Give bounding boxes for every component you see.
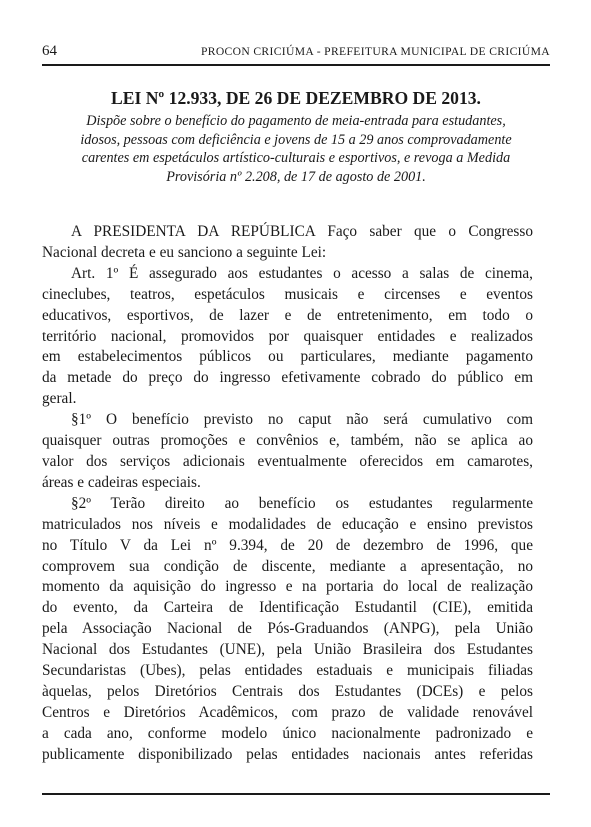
body-line: A PRESIDENTA DA REPÚBLICA Faço saber que o Congresso	[71, 223, 533, 240]
ementa-line: Provisória nº 2.208, de 17 de agosto de 2001.	[166, 169, 426, 186]
body-line: cineclubes, teatros, espetáculos musicais e circenses e eventos	[42, 285, 533, 303]
body-line: pela Associação Nacional de Pós-Graduandos (ANPG), pela União	[42, 620, 533, 638]
law-body	[42, 222, 533, 766]
body-line: matriculados nos níveis e modalidades de educação e ensino previstos	[42, 515, 533, 533]
body-line: do evento, da Carteira de Identificação Estudantil (CIE), emitida	[42, 599, 533, 617]
footer-rule	[42, 793, 550, 795]
body-line: momento da aquisição do ingresso e na portaria do local de realização	[42, 578, 533, 596]
body-line: Nacional dos Estudantes (UNE), pela União Brasileira dos Estudantes	[42, 641, 533, 659]
body-line: publicamente disponibilizado pelas entidades nacionais antes referidas	[42, 745, 533, 763]
body-line: àquelas, pelos Diretórios Centrais dos Estudantes (DCEs) e pelos	[42, 682, 533, 700]
body-line: §1º O benefício previsto no caput não será cumulativo com	[71, 411, 533, 429]
body-line: valor dos serviços adicionais eventualmente oferecidos em camarotes,	[42, 452, 533, 470]
body-line: a cada ano, conforme modelo único nacionalmente padronizado e	[42, 724, 533, 742]
body-line: geral.	[42, 390, 77, 408]
body-line: no Título V da Lei nº 9.394, de 20 de dezembro de 1996, que	[42, 536, 533, 554]
law-title: LEI Nº 12.933, DE 26 DE DEZEMBRO DE 2013.	[111, 88, 481, 108]
ementa-line: Dispõe sobre o benefício do pagamento de meia-entrada para estudantes,	[86, 113, 506, 129]
body-line: quaisquer outras promoções e convênios e, também, não se aplica ao	[42, 432, 533, 450]
ementa-line: carentes em espetáculos artístico-culturais e esportivos, e revoga a Medida	[81, 150, 511, 167]
body-line: comprovem sua condição de discente, mediante a apresentação, no	[42, 557, 533, 575]
page-header	[42, 40, 550, 62]
paragraph-2	[42, 494, 533, 766]
intro-paragraph-cont	[42, 243, 533, 264]
body-line: Secundaristas (Ubes), pelas entidades estaduais e municipais filiadas	[42, 662, 533, 680]
body-line: educativos, esportivos, de lazer e de entretenimento, em todo o	[42, 306, 533, 324]
article-1	[42, 264, 533, 410]
body-line: Nacional decreta e eu sanciono a seguinte Lei:	[42, 243, 327, 261]
intro-paragraph	[42, 222, 533, 243]
body-line: Art. 1º É assegurado aos estudantes o acesso a salas de cinema,	[71, 264, 533, 282]
body-line: §2º Terão direito ao benefício os estudantes regularmente	[71, 494, 533, 512]
running-head: PROCON CRICIÚMA - PREFEITURA MUNICIPAL DE CRICIÚMA	[200, 45, 550, 58]
body-line: da metade do preço do ingresso efetivamente cobrado do público em	[42, 369, 533, 387]
ementa-line: idosos, pessoas com deficiência e jovens de 15 a 29 anos comprovadamente	[80, 131, 512, 148]
law-ementa	[42, 112, 550, 187]
body-line: áreas e cadeiras especiais.	[42, 473, 201, 491]
header-rule	[42, 64, 550, 66]
body-line: território nacional, promovidos por quaisquer entidades e realizados	[42, 327, 533, 345]
body-line: Centros e Diretórios Acadêmicos, com prazo de validade renovável	[42, 703, 533, 721]
body-line: em estabelecimentos públicos ou particulares, mediante pagamento	[42, 348, 533, 366]
page-number: 64	[42, 43, 57, 59]
paragraph-1	[42, 410, 533, 494]
